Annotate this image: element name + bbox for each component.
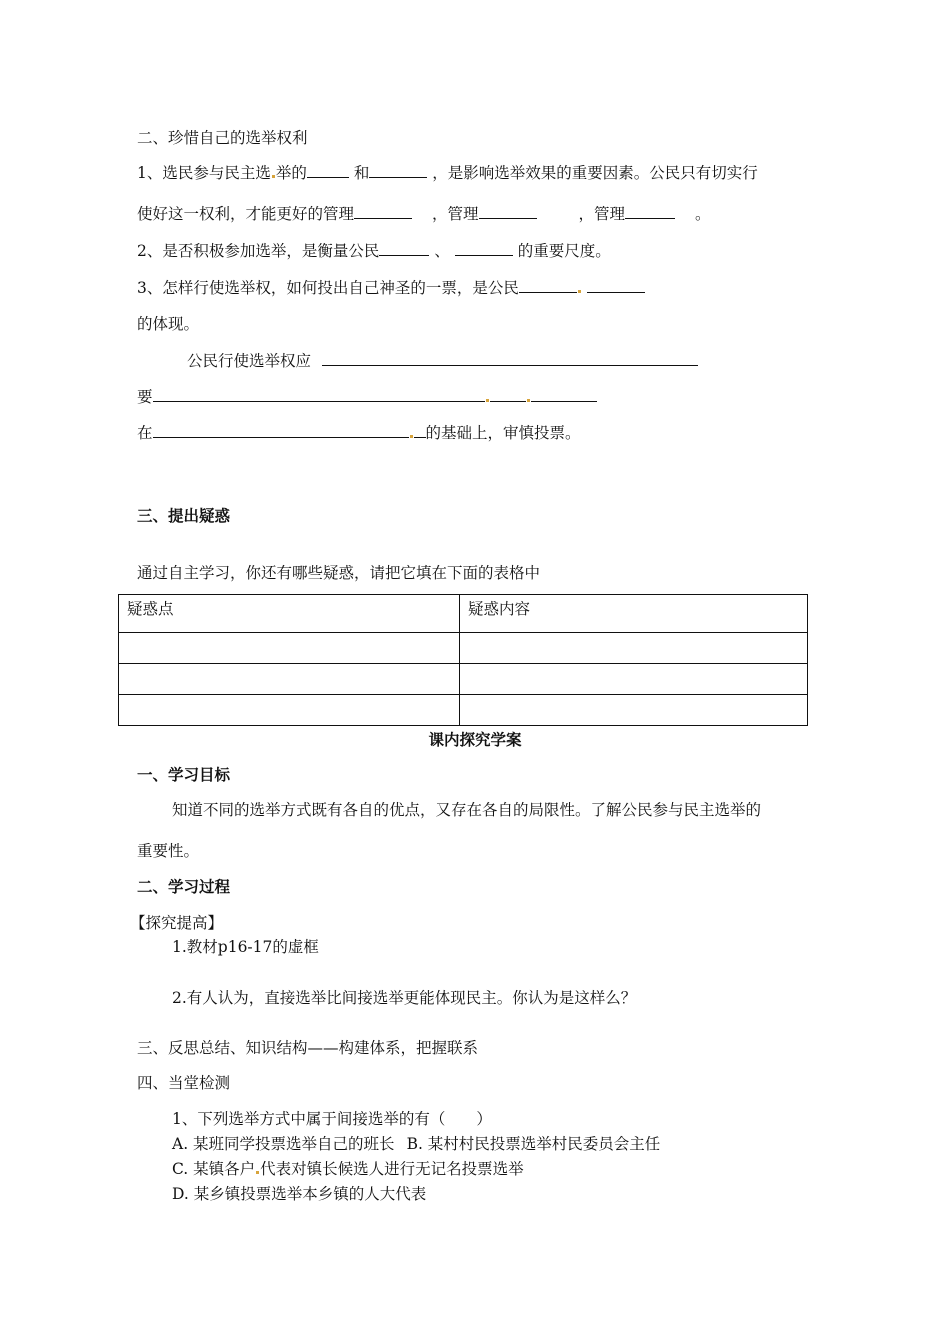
explore-item: 1.教材p16-17的虚框 <box>172 938 319 956</box>
option-a[interactable]: A. 某班同学投票选举自己的班长 <box>172 1135 395 1153</box>
blank[interactable] <box>153 386 485 402</box>
blank[interactable] <box>519 277 577 293</box>
question-3-should: 公民行使选举权应 <box>187 350 698 371</box>
table-cell[interactable] <box>460 633 808 664</box>
mark-dot <box>410 435 413 438</box>
option-d[interactable]: D. 某乡镇投票选举本乡镇的人大代表 <box>172 1185 427 1203</box>
table-cell[interactable] <box>119 695 460 726</box>
table-header-cell: 疑惑内容 <box>460 595 808 633</box>
table-cell[interactable] <box>119 633 460 664</box>
question-1: 1、选民参与民主选 举的 和 ，是影响选举效果的重要因素。公民只有切实行 <box>137 164 758 182</box>
table-cell[interactable] <box>460 695 808 726</box>
section-heading: 四、当堂检测 <box>137 1074 231 1092</box>
section-heading: 二、学习过程 <box>137 878 231 896</box>
question-3: 3、怎样行使选举权，如何投出自己神圣的一票，是公民 <box>137 277 645 298</box>
blank[interactable] <box>354 203 412 219</box>
mark-dot <box>527 399 530 402</box>
option-row <box>172 1134 660 1154</box>
blank[interactable] <box>490 386 526 402</box>
mark-dot <box>486 399 489 402</box>
blank[interactable] <box>479 203 537 219</box>
option-c[interactable]: C. 某镇各户 代表对镇长候选人进行无记名投票选举 <box>172 1160 524 1178</box>
table-row <box>119 633 808 664</box>
blank[interactable] <box>322 350 698 366</box>
table-row <box>119 695 808 726</box>
mark-dot <box>256 1171 259 1174</box>
question-3-zai: 在 的基础上，审慎投票。 <box>137 424 581 442</box>
question-1-line2: 使好这一权利，才能更好的管理 ，管理 ，管理 。 <box>137 205 711 223</box>
mark-dot <box>578 290 581 293</box>
explore-label: 【探究提高】 <box>130 914 224 932</box>
blank[interactable] <box>414 422 426 438</box>
blank[interactable] <box>531 386 597 402</box>
table-header-row <box>119 595 808 633</box>
table-header-cell: 疑惑点 <box>119 595 460 633</box>
table-row <box>119 664 808 695</box>
page-title: 课内探究学案 <box>428 731 522 749</box>
doubts-table <box>118 594 808 726</box>
blank[interactable] <box>587 277 645 293</box>
explore-item: 2.有人认为，直接选举比间接选举更能体现民主。你认为是这样么？ <box>172 989 637 1007</box>
table-cell[interactable] <box>119 664 460 695</box>
test-question: 1、下列选举方式中属于间接选举的有（ ） <box>172 1110 492 1128</box>
blank[interactable] <box>625 203 675 219</box>
blank[interactable] <box>369 162 427 178</box>
goal-text: 知道不同的选举方式既有各自的优点，又存在各自的局限性。了解公民参与民主选举的 <box>172 801 762 819</box>
blank[interactable] <box>455 240 513 256</box>
blank[interactable] <box>153 422 409 438</box>
question-2: 2、是否积极参加选举，是衡量公民 、 的重要尺度。 <box>137 242 611 260</box>
section-heading: 二、珍惜自己的选举权利 <box>137 129 308 147</box>
mark-dot <box>272 175 275 178</box>
table-cell[interactable] <box>460 664 808 695</box>
blank[interactable] <box>307 162 349 178</box>
question-3-yao: 要 <box>137 386 597 407</box>
section-heading: 一、学习目标 <box>137 766 231 784</box>
goal-text: 重要性。 <box>137 842 200 860</box>
section-heading: 三、反思总结、知识结构——构建体系，把握联系 <box>137 1039 479 1057</box>
section-intro: 通过自主学习，你还有哪些疑惑，请把它填在下面的表格中 <box>137 564 541 582</box>
blank[interactable] <box>379 240 429 256</box>
question-3-line2: 的体现。 <box>137 315 200 333</box>
option-b[interactable]: B. 某村村民投票选举村民委员会主任 <box>406 1135 661 1153</box>
section-heading: 三、提出疑惑 <box>137 507 231 525</box>
